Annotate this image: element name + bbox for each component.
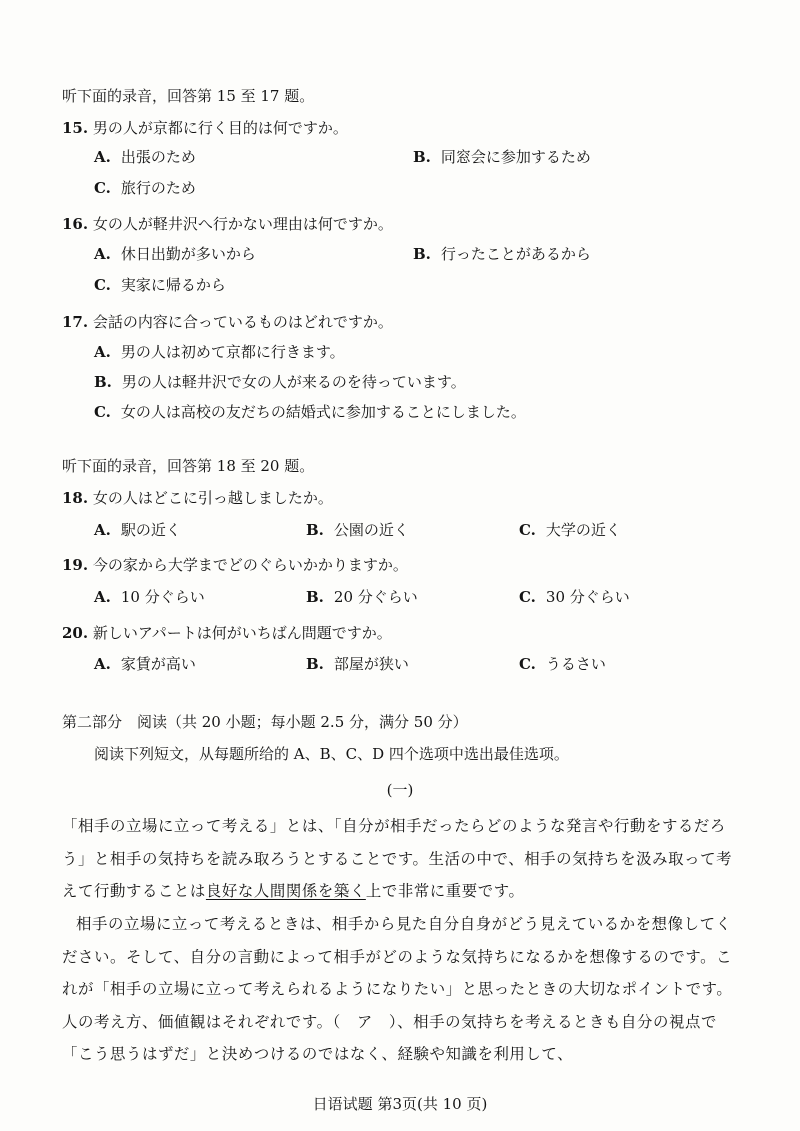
option-17a: A. 男の人は初めて京都に行きます。 — [94, 343, 345, 361]
page-footer: 日语试题 第3页(共 10 页) — [312, 1095, 488, 1113]
question-number: 17. — [62, 313, 89, 331]
option-19a: A. 10 分ぐらい — [94, 588, 205, 606]
question-number: 19. — [62, 556, 89, 574]
option-17b: B. 男の人は軽井沢で女の人が来るのを待っています。 — [94, 373, 466, 391]
option-15b: B. 同窓会に参加するため — [413, 148, 591, 166]
option-15c: C. 旅行のため — [94, 179, 196, 197]
passage-number: (一) — [386, 781, 414, 799]
option-20b: B. 部屋が狭い — [306, 655, 409, 673]
question-17 — [62, 312, 393, 332]
option-17c: C. 女の人は高校の友だちの結婚式に参加することにしました。 — [94, 403, 526, 421]
question-15 — [62, 118, 348, 138]
question-text: 新しいアパートは何がいちばん問題ですか。 — [92, 624, 392, 642]
question-20 — [62, 623, 392, 643]
question-19 — [62, 555, 408, 575]
question-number: 16. — [62, 215, 89, 233]
option-16a: A. 休日出勤が多いから — [94, 245, 256, 263]
question-number: 18. — [62, 489, 89, 507]
option-19b: B. 20 分ぐらい — [306, 588, 418, 606]
option-20c: C. うるさい — [519, 655, 606, 673]
question-number: 20. — [62, 624, 89, 642]
passage-paragraph-2: 相手の立場に立って考えるときは、相手から見た自分自身がどう見えているかを想像してください。そして、自分の言動によって相手がどのような気持ちになるかを想像するのです。これが「相手の立場に立って考えられるようになりたい」と思ったときの大切なポイントです。人の考え方、価値観はそれぞれです。（ ア ）、相手の気持ちを考えるときも自分の視点で「こう思うはずだ」と決めつけるのではなく、経験や知識を利用して、 — [62, 915, 733, 1063]
option-18a: A. 駅の近く — [94, 521, 181, 539]
option-16b: B. 行ったことがあるから — [413, 245, 591, 263]
question-number: 15. — [62, 119, 89, 137]
listening-instruction-15-17: 听下面的录音，回答第 15 至 17 题。 — [62, 87, 315, 105]
option-16c: C. 実家に帰るから — [94, 276, 226, 294]
part2-instruction: 阅读下列短文，从每题所给的 A、B、C、D 四个选项中选出最佳选项。 — [94, 745, 569, 763]
option-19c: C. 30 分ぐらい — [519, 588, 630, 606]
passage-paragraph-1: 「相手の立場に立って考える」とは、「自分が相手だったらどのような発言や行動をするだろう」と相手の気持ちを読み取ろうとすることです。生活の中で、相手の気持ちを汲み取って考えて行動することは良好な人間関係を築く上で非常に重要です。 — [62, 817, 733, 900]
question-text: 今の家から大学までどのぐらいかかりますか。 — [92, 556, 408, 574]
option-15a: A. 出張のため — [94, 148, 196, 166]
listening-instruction-18-20: 听下面的录音，回答第 18 至 20 题。 — [62, 457, 315, 475]
option-18c: C. 大学の近く — [519, 521, 621, 539]
option-20a: A. 家賃が高い — [94, 655, 196, 673]
part2-heading: 第二部分 阅读（共 20 小题；每小题 2.5 分，满分 50 分） — [62, 713, 468, 731]
question-text: 会話の内容に合っているものはどれですか。 — [92, 313, 393, 331]
question-text: 女の人が軽井沢へ行かない理由は何ですか。 — [92, 215, 393, 233]
underlined-phrase: 良好な人間関係を築く — [205, 882, 366, 900]
question-16 — [62, 214, 393, 234]
question-text: 女の人はどこに引っ越しましたか。 — [92, 489, 333, 507]
question-18 — [62, 488, 333, 508]
question-text: 男の人が京都に行く目的は何ですか。 — [92, 119, 348, 137]
option-18b: B. 公園の近く — [306, 521, 409, 539]
